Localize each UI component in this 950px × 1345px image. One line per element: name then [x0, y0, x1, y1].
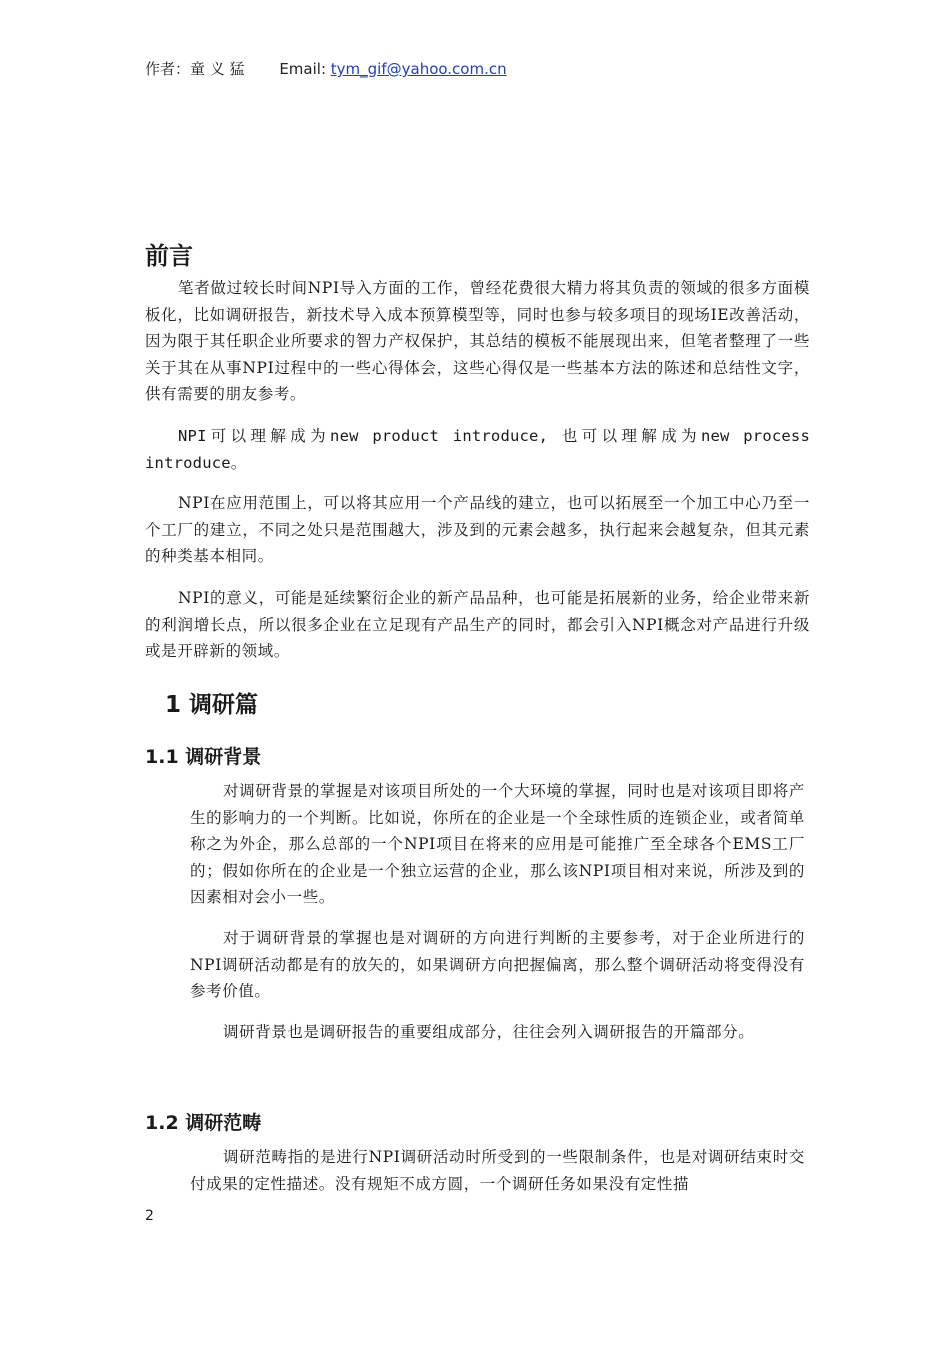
page-number: 2: [145, 1208, 154, 1224]
preface-paragraph-3: NPI在应用范围上，可以将其应用一个产品线的建立，也可以拓展至一个加工中心乃至一个工厂的建立，不同之处只是范围越大，涉及到的元素会越多，执行起来会越复杂，但其元素的种类基本相同。: [145, 494, 810, 565]
preface-paragraph-2: NPI可以理解成为new product introduce, 也可以理解成为new process introduce。: [145, 427, 810, 472]
section-heading-1-1: 1.1 调研背景: [145, 746, 262, 768]
preface-paragraph-4: NPI的意义，可能是延续繁衍企业的新产品品种，也可能是拓展新的业务，给企业带来新的利润增长点，所以很多企业在立足现有产品生产的同时，都会引入NPI概念对产品进行升级或是开辟新的领域。: [145, 589, 810, 660]
page-header: [145, 58, 507, 79]
section-1-2-paragraph-1: 调研范畴指的是进行NPI调研活动时所受到的一些限制条件，也是对调研结束时交付成果的定性描述。没有规矩不成方圆，一个调研任务如果没有定性描: [190, 1148, 805, 1193]
section-heading-1-2: 1.2 调研范畴: [145, 1112, 262, 1134]
chapter-heading: 1 调研篇: [165, 692, 259, 718]
email-label: Email:: [279, 60, 326, 78]
section-1-1-paragraph-1: 对调研背景的掌握是对该项目所处的一个大环境的掌握，同时也是对该项目即将产生的影响力的一个判断。比如说，你所在的企业是一个全球性质的连锁企业，或者简单称之为外企，那么总部的一个NPI项目在将来的应用是可能推广至全球各个EMS工厂的；假如你所在的企业是一个独立运营的企业，那么该NPI项目相对来说，所涉及到的因素相对会小一些。: [190, 782, 805, 906]
preface-paragraph-1: 笔者做过较长时间NPI导入方面的工作，曾经花费很大精力将其负责的领域的很多方面模板化，比如调研报告，新技术导入成本预算模型等，同时也参与较多项目的现场IE改善活动，因为限于其任职企业所要求的智力产权保护，其总结的模板不能展现出来，但笔者整理了一些关于其在从事NPI过程中的一些心得体会，这些心得仅是一些基本方法的陈述和总结性文字，供有需要的朋友参考。: [145, 279, 810, 403]
preface-heading: 前言: [145, 242, 193, 270]
author-line: 作者：童 义 猛: [145, 60, 245, 78]
email-link[interactable]: tym_gif@yahoo.com.cn: [330, 60, 507, 78]
section-1-1-paragraph-3: 调研背景也是调研报告的重要组成部分，往往会列入调研报告的开篇部分。: [223, 1023, 755, 1041]
section-1-1-paragraph-2: 对于调研背景的掌握也是对调研的方向进行判断的主要参考，对于企业所进行的NPI调研活动都是有的放矢的，如果调研方向把握偏离，那么整个调研活动将变得没有参考价值。: [190, 929, 805, 1000]
